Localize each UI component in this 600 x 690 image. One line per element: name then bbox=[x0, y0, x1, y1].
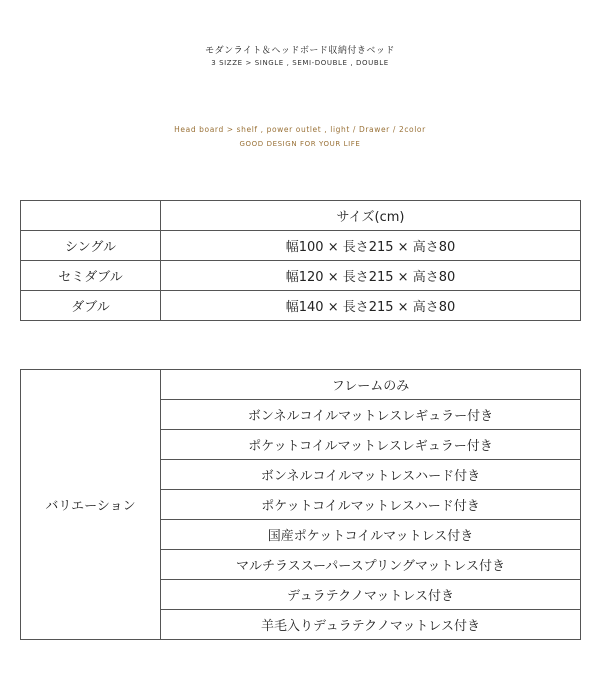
product-title-jp: モダンライト＆ヘッドボード収納付きベッド bbox=[205, 46, 395, 56]
feature-line: Head board > shelf , power outlet , light / Drawer / 2color bbox=[174, 125, 426, 134]
variation-item-cell: ポケットコイルマットレスハード付き bbox=[161, 490, 581, 520]
size-table bbox=[20, 200, 581, 321]
variation-item-cell: フレームのみ bbox=[161, 370, 581, 400]
slogan: GOOD DESIGN FOR YOUR LIFE bbox=[239, 140, 361, 148]
size-header-cell: サイズ(cm) bbox=[161, 201, 581, 231]
table-row bbox=[21, 261, 581, 291]
table-row bbox=[21, 370, 581, 400]
variation-item-cell: ボンネルコイルマットレスレギュラー付き bbox=[161, 400, 581, 430]
table-row bbox=[21, 231, 581, 261]
variation-label-cell: バリエーション bbox=[21, 370, 161, 640]
variation-item-cell: 国産ポケットコイルマットレス付き bbox=[161, 520, 581, 550]
size-name-cell: セミダブル bbox=[21, 261, 161, 291]
variation-item-cell: ポケットコイルマットレスレギュラー付き bbox=[161, 430, 581, 460]
variation-item-cell: デュラテクノマットレス付き bbox=[161, 580, 581, 610]
table-row bbox=[21, 291, 581, 321]
size-table-header-row bbox=[21, 201, 581, 231]
variation-item-cell: 羊毛入りデュラテクノマットレス付き bbox=[161, 610, 581, 640]
variation-item-cell: ボンネルコイルマットレスハード付き bbox=[161, 460, 581, 490]
variation-table bbox=[20, 369, 581, 640]
size-value-cell: 幅120 × 長さ215 × 高さ80 bbox=[161, 261, 581, 291]
size-header-blank-cell bbox=[21, 201, 161, 231]
size-name-cell: シングル bbox=[21, 231, 161, 261]
size-name-cell: ダブル bbox=[21, 291, 161, 321]
variation-item-cell: マルチラススーパースプリングマットレス付き bbox=[161, 550, 581, 580]
size-value-cell: 幅100 × 長さ215 × 高さ80 bbox=[161, 231, 581, 261]
size-value-cell: 幅140 × 長さ215 × 高さ80 bbox=[161, 291, 581, 321]
product-sizes-en: 3 SIZZE > SINGLE , SEMI-DOUBLE , DOUBLE bbox=[211, 59, 389, 67]
